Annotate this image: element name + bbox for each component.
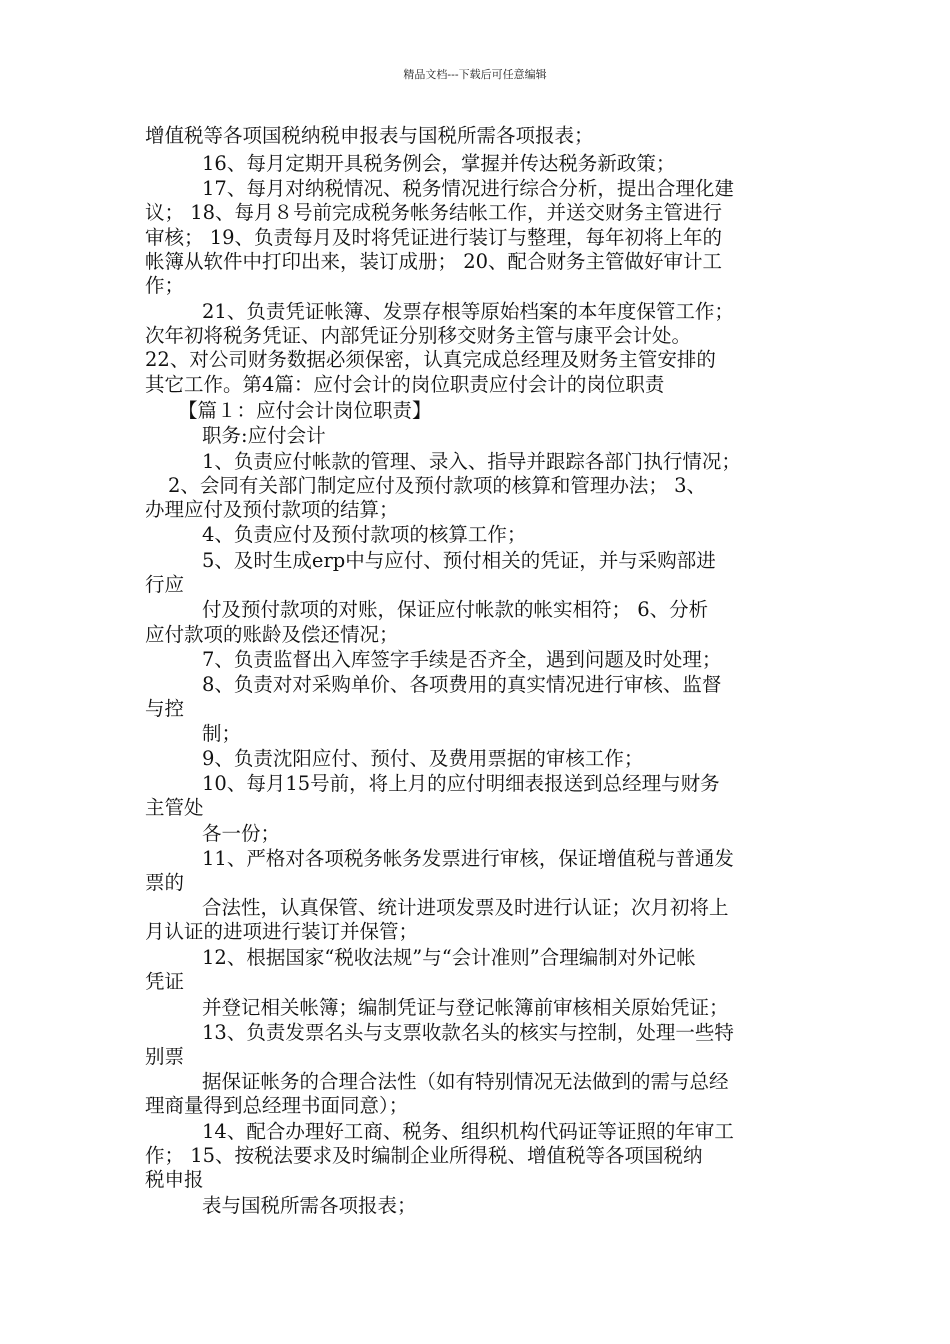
text-line: 17、每月对纳税情况、税务情况进行综合分析，提出合理化建 bbox=[202, 177, 734, 200]
text-line: 凭证 bbox=[145, 970, 185, 993]
text-line: 办理应付及预付款项的结算； bbox=[145, 498, 399, 521]
text-line: 5、及时生成erp中与应付、预付相关的凭证，并与采购部进 bbox=[202, 549, 716, 572]
text-line: 理商量得到总经理书面同意）； bbox=[145, 1094, 409, 1117]
text-line: 票的 bbox=[145, 871, 185, 894]
text-line: 与控 bbox=[145, 697, 185, 720]
text-line: 税申报 bbox=[145, 1168, 204, 1191]
text-line: 行应 bbox=[145, 573, 185, 596]
text-line: 作； bbox=[145, 274, 185, 297]
text-line: 13、负责发票名头与支票收款名头的核实与控制，处理一些特 bbox=[202, 1021, 734, 1044]
section-heading: 【篇１：应付会计岗位职责】 bbox=[178, 399, 432, 422]
text-line: 10、每月15号前，将上月的应付明细表报送到总经理与财务 bbox=[202, 772, 720, 795]
text-line: 帐簿从软件中打印出来，装订成册； 20、配合财务主管做好审计工 bbox=[145, 250, 723, 273]
text-line: 制； bbox=[202, 722, 242, 745]
text-line: 付及预付款项的对账，保证应付帐款的帐实相符； 6、分析 bbox=[202, 598, 709, 621]
text-line: 应付款项的账龄及偿还情况； bbox=[145, 623, 399, 646]
text-line: 作； 15、按税法要求及时编制企业所得税、增值税等各项国税纳 bbox=[145, 1144, 703, 1167]
text-line: 4、负责应付及预付款项的核算工作； bbox=[202, 523, 527, 546]
text-line: 合法性，认真保管、统计进项发票及时进行认证；次月初将上 bbox=[202, 896, 729, 919]
text-line: 1、负责应付帐款的管理、录入、指导并跟踪各部门执行情况； bbox=[202, 450, 741, 473]
text-line: 9、负责沈阳应付、预付、及费用票据的审核工作； bbox=[202, 747, 644, 770]
text-line: 议； 18、每月８号前完成税务帐务结帐工作，并送交财务主管进行 bbox=[145, 201, 723, 224]
page-header-watermark: 精品文档---下载后可任意编辑 bbox=[403, 68, 547, 81]
text-line: 其它工作。第4篇：应付会计的岗位职责应付会计的岗位职责 bbox=[145, 373, 665, 396]
text-line: 2、会同有关部门制定应付及预付款项的核算和管理办法； 3、 bbox=[168, 474, 707, 497]
text-line: 12、根据国家“税收法规”与“会计准则”合理编制对外记帐 bbox=[202, 946, 696, 969]
text-line: 职务:应付会计 bbox=[202, 424, 326, 447]
text-line: 主管处 bbox=[145, 796, 204, 819]
text-line: 月认证的进项进行装订并保管； bbox=[145, 920, 419, 943]
text-line: 审核； 19、负责每月及时将凭证进行装订与整理，每年初将上年的 bbox=[145, 226, 723, 249]
text-line: 16、每月定期开具税务例会，掌握并传达税务新政策； bbox=[202, 152, 676, 175]
text-line: 22、对公司财务数据必须保密，认真完成总经理及财务主管安排的 bbox=[145, 348, 716, 371]
text-line: 7、负责监督出入库签字手续是否齐全，遇到问题及时处理； bbox=[202, 648, 722, 671]
text-line: 据保证帐务的合理合法性（如有特别情况无法做到的需与总经 bbox=[202, 1070, 729, 1093]
text-line: 各一份； bbox=[202, 822, 281, 845]
text-line: 别票 bbox=[145, 1045, 185, 1068]
text-line: 14、配合办理好工商、税务、组织机构代码证等证照的年审工 bbox=[202, 1120, 734, 1143]
text-line: 并登记相关帐簿；编制凭证与登记帐簿前审核相关原始凭证； bbox=[202, 996, 729, 1019]
text-line: 表与国税所需各项报表； bbox=[202, 1194, 417, 1217]
text-line: 增值税等各项国税纳税申报表与国税所需各项报表； bbox=[145, 124, 594, 147]
text-line: 8、负责对对采购单价、各项费用的真实情况进行审核、监督 bbox=[202, 673, 722, 696]
text-line: 次年初将税务凭证、内部凭证分别移交财务主管与康平会计处。 bbox=[145, 324, 692, 347]
text-line: 11、严格对各项税务帐务发票进行审核，保证增值税与普通发 bbox=[202, 847, 734, 870]
text-line: 21、负责凭证帐簿、发票存根等原始档案的本年度保管工作； bbox=[202, 300, 734, 323]
